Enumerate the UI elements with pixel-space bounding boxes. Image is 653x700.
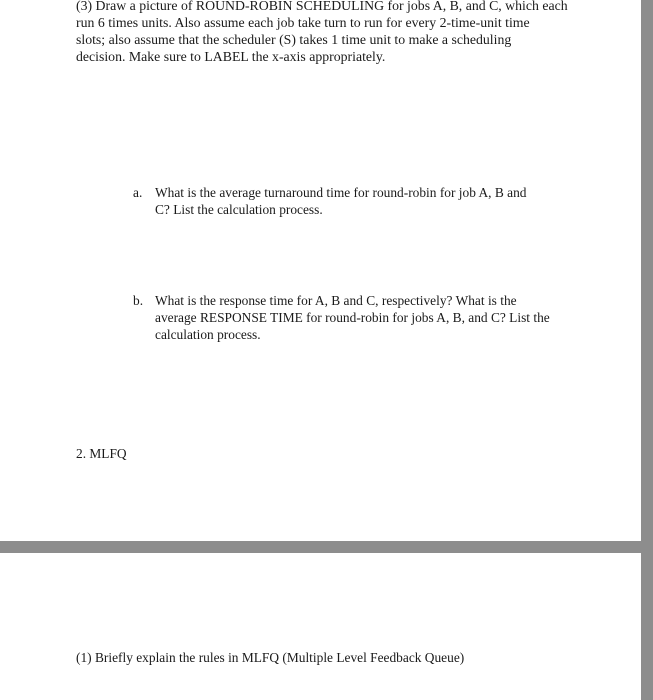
question-a-marker: a. bbox=[133, 185, 143, 200]
section-heading-mlfq: 2. MLFQ bbox=[76, 446, 127, 461]
part3-line-3: slots; also assume that the scheduler (S) takes 1 time unit to make a scheduling bbox=[76, 32, 512, 47]
question-b-line-1: What is the response time for A, B and C, respectively? What is the bbox=[155, 293, 517, 308]
document-page-2 bbox=[0, 553, 641, 700]
part3-prompt bbox=[76, 0, 568, 65]
part3-line-4: decision. Make sure to LABEL the x-axis appropriately. bbox=[76, 49, 386, 64]
part3-line-1: (3) Draw a picture of ROUND-ROBIN SCHEDULING for jobs A, B, and C, which each bbox=[76, 0, 568, 13]
question-a-line-1: What is the average turnaround time for round-robin for job A, B and bbox=[155, 185, 527, 200]
viewer-edge bbox=[641, 0, 653, 700]
mlfq-question-1: (1) Briefly explain the rules in MLFQ (Multiple Level Feedback Queue) bbox=[76, 650, 465, 665]
question-b-marker: b. bbox=[133, 293, 144, 308]
question-a-line-2: C? List the calculation process. bbox=[155, 202, 323, 217]
question-b-line-2: average RESPONSE TIME for round-robin for jobs A, B, and C? List the bbox=[155, 310, 550, 325]
question-b bbox=[155, 292, 550, 343]
question-a bbox=[155, 184, 527, 218]
question-b-line-3: calculation process. bbox=[155, 327, 261, 342]
page-separator bbox=[0, 541, 653, 553]
part3-line-2: run 6 times units. Also assume each job take turn to run for every 2-time-unit time bbox=[76, 15, 530, 30]
